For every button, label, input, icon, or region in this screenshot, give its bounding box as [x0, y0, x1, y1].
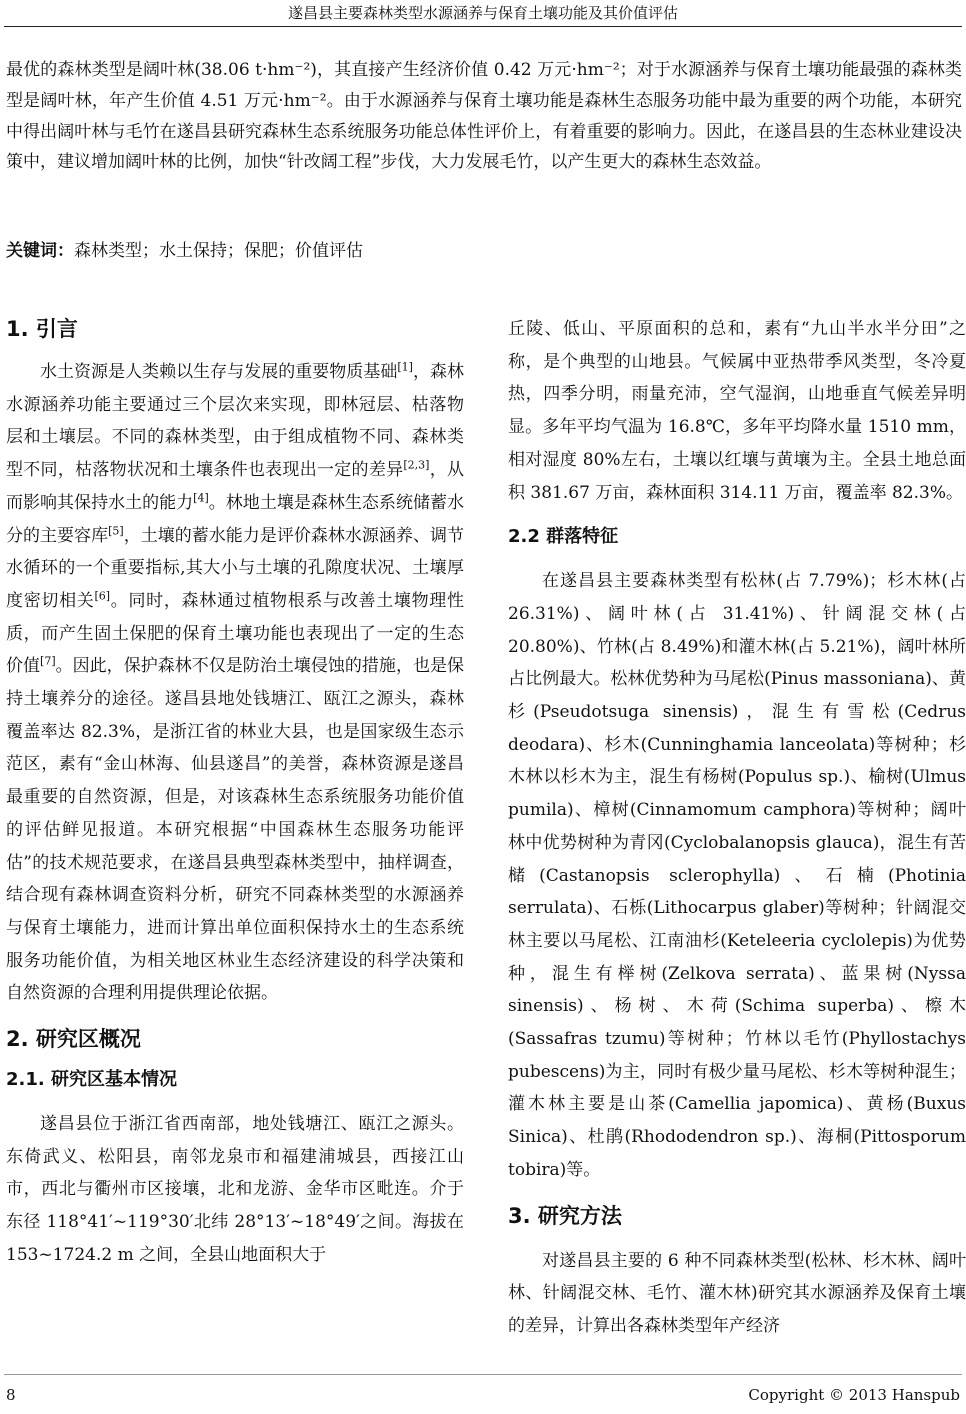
intro-text-d: 。林地土壤是森林生态系统储蓄水分的主要容库 [6, 492, 464, 546]
study-area-paragraph: 遂昌县位于浙江省西南部，地处钱塘江、瓯江之源头。东倚武义、松阳县，南邻龙泉市和福建浦城县，西接江山市，西北与衢州市区接壤，北和龙游、金华市区毗连。介于东径 118°41′~119°30′北纬 28°13′~18°49′之间。海拔在 153~1724.2 m 之间，全县山地面积大于 [6, 1114, 464, 1265]
intro-paragraph [6, 356, 464, 1010]
intro-text-b: ，森林水源涵养功能主要通过三个层次来实现，即林冠层、枯落物层和土壤层。不同的森林类型，由于组成植物不同、森林类型不同，枯落物状况和土壤条件也表现出一定的差异 [6, 362, 465, 481]
page-number: 8 [6, 1386, 16, 1404]
abstract-text: 最优的森林类型是阔叶林(38.06 t·hm⁻²)，其直接产生经济价值 0.42 万元·hm⁻²；对于水源涵养与保育土壤功能最强的森林类型是阔叶林，年产生价值 4.51 万元·hm⁻²。由于水源涵养与保育土壤功能是森林生态服务功能中最为重要的两个功能，本研究中得出阔叶林与毛竹在遂昌县研究森林生态系统服务功能总体性评价上，有着重要的影响力。因此，在遂昌县的生态林业建设决策中，建议增加阔叶林的比例，加快“针改阔工程”步伐，大力发展毛竹，以产生更大的森林生态效益。 [6, 60, 962, 173]
section-3-title: 3. 研究方法 [508, 1203, 622, 1228]
citation-6: [7] [40, 654, 56, 668]
running-head: 遂昌县主要森林类型水源涵养与保育土壤功能及其价值评估 [287, 4, 678, 22]
section-2-1-title: 2.1. 研究区基本情况 [6, 1069, 177, 1091]
study-area-continued: 丘陵、低山、平原面积的总和，素有“九山半水半分田”之称，是个典型的山地县。气候属中亚热带季风类型，冬冷夏热，四季分明，雨量充沛，空气湿润，山地垂直气候差异明显。多年平均气温为 16.8℃，多年平均降水量 1510 mm，相对湿度 80%左右，土壤以红壤与黄壤为主。全县土地总面积 381.67 万亩，森林面积 314.11 万亩，覆盖率 82.3%。 [508, 319, 966, 503]
intro-text-a: 水土资源是人类赖以生存与发展的重要物质基础 [40, 362, 398, 382]
citation-4: [5] [108, 523, 124, 537]
section-2-title: 2. 研究区概况 [6, 1027, 141, 1052]
methods-paragraph: 对遂昌县主要的 6 种不同森林类型(松林、杉木林、阔叶林、针阔混交林、毛竹、灌木林)研究其水源涵养及保育土壤的差异，计算出各森林类型年产经济 [508, 1250, 966, 1336]
citation-1: [1] [397, 360, 413, 374]
section-2-2-title: 2.2 群落特征 [508, 526, 619, 548]
header-rule [4, 26, 962, 27]
community-paragraph: 在遂昌县主要森林类型有松林(占 7.79%)；杉木林(占 26.31%)、阔叶林(占 31.41%)、针阔混交林(占 20.80%)、竹林(占 8.49%)和灌木林(占 5.21%)，阔叶林所占比例最大。松林优势种为马尾松(Pinus massoniana)、黄杉(Pseudotsuga sinensis)，混生有雪松(Cedrus deodara)、杉木(Cunninghamia lanceolata)等树种；杉木林以杉木为主，混生有杨树(Populus sp.)、榆树(Ulmus pumila)、樟树(Cinnamomum camphora)等树种；阔叶林中优势树种为青冈(Cyclobalanopsis glauca)，混生有苦槠(Castanopsis sclerophylla)、石楠(Photinia serrulata)、石栎(Lithocarpus glaber)等树种；针阔混交林主要以马尾松、江南油杉(Keteleeria cyclolepis)为优势种，混生有榉树(Zelkova serrata)、蓝果树(Nyssa sinensis)、杨树、木荷(Schima superba)、檫木(Sassafras tzumu)等树种；竹林以毛竹(Phyllostachys pubescens)为主，同时有极少量马尾松、杉木等树种混生；灌木林主要是山茶(Camellia japomica)、黄杨(Buxus Sinica)、杜鹃(Rhododendron sp.)、海桐(Pittosporum tobira)等。 [508, 571, 966, 1180]
intro-text-g: 。因此，保护森林不仅是防治土壤侵蚀的措施，也是保持土壤养分的途径。遂昌县地处钱塘江、瓯江之源头，森林覆盖率达 82.3%，是浙江省的林业大县，也是国家级生态示范区，素有“金山林海、仙县遂昌”的美誉，森林资源是遂昌最重要的自然资源，但是，对该森林生态系统服务功能价值的评估鲜见报道。本研究根据“中国森林生态服务功能评估”的技术规范要求，在遂昌县典型森林类型中，抽样调查，结合现有森林调查资料分析，研究不同森林类型的水源涵养与保育土壤能力，进而计算出单位面积保持水土的生态系统服务功能价值，为相关地区林业生态经济建设的科学决策和自然资源的合理利用提供理论依据。 [6, 656, 464, 1004]
footer-rule [4, 1374, 962, 1375]
keywords-label: 关键词： [6, 241, 74, 261]
citation-5: [6] [94, 589, 111, 603]
section-1-title: 1. 引言 [6, 317, 78, 341]
copyright: Copyright © 2013 Hanspub [748, 1386, 960, 1404]
keywords [6, 236, 363, 261]
citation-3: [4] [193, 491, 209, 505]
left-column [6, 308, 464, 1272]
intro-text-c: ，从而影响其保持水土的能力 [6, 460, 465, 513]
intro-text-f: 。同时，森林通过植物根系与改善土壤物理性质，而产生固土保肥的保育土壤功能也表现出了一定的生态价值 [6, 590, 465, 677]
citation-2: [2,3] [403, 458, 430, 472]
right-column [508, 313, 966, 1343]
keywords-text: 森林类型；水土保持；保肥；价值评估 [74, 241, 363, 261]
intro-text-e: ，土壤的蓄水能力是评价森林水源涵养、调节水循环的一个重要指标,其大小与土壤的孔隙度状况、土壤厚度密切相关 [6, 525, 464, 611]
